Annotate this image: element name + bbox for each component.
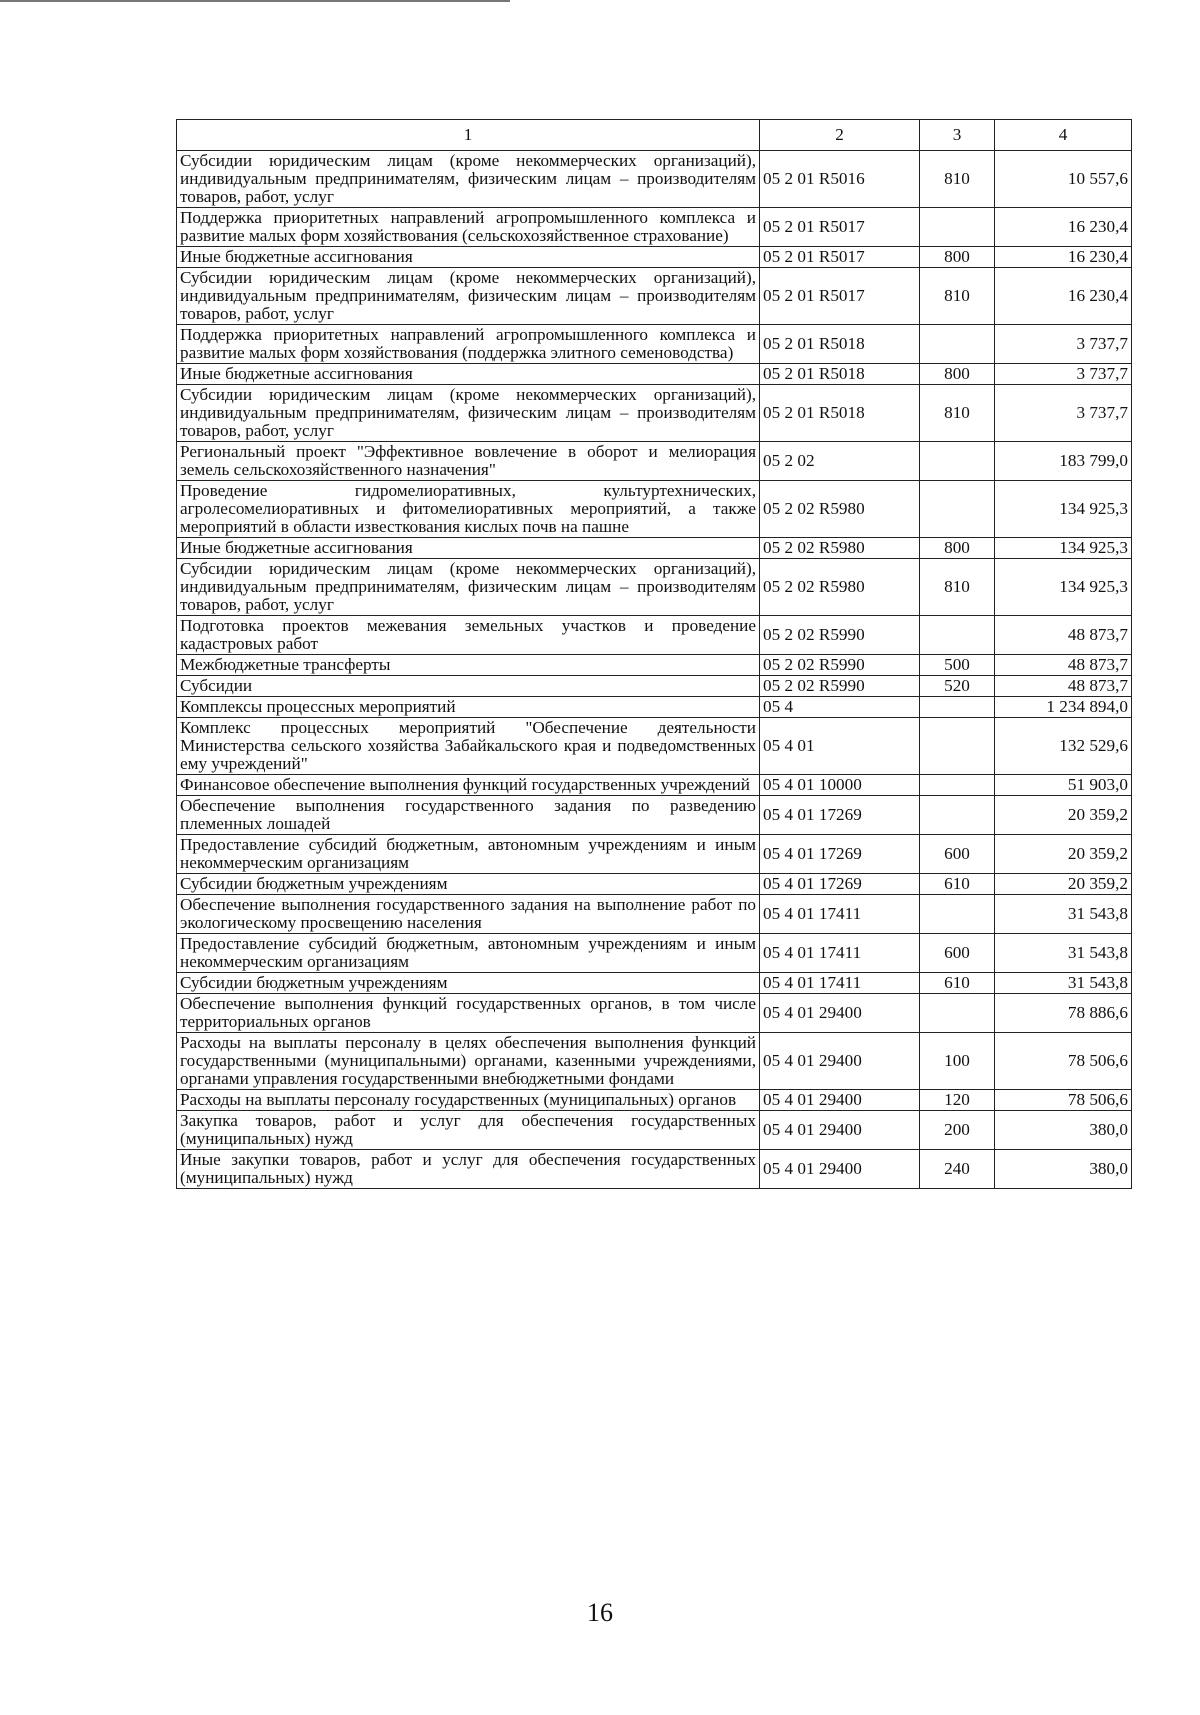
table-row xyxy=(177,1090,1132,1111)
table-row xyxy=(177,385,1132,442)
table-row xyxy=(177,538,1132,559)
table-row xyxy=(177,268,1132,325)
row-name-cell: Субсидии xyxy=(177,676,760,697)
row-sum-cell: 16 230,4 xyxy=(995,208,1132,247)
row-name-cell: Региональный проект "Эффективное вовлечение в оборот и мелиорация земель сельскохозяйственного назначения" xyxy=(177,442,760,481)
row-code-cell: 05 4 01 17411 xyxy=(760,934,920,973)
row-code-cell: 05 4 01 xyxy=(760,718,920,775)
row-kvr-cell xyxy=(920,775,995,796)
table-body xyxy=(177,151,1132,1189)
row-kvr-cell xyxy=(920,994,995,1033)
page-number: 16 xyxy=(587,1598,613,1627)
table-row xyxy=(177,655,1132,676)
row-kvr-cell xyxy=(920,442,995,481)
row-code-cell: 05 2 02 R5990 xyxy=(760,616,920,655)
table-header-row xyxy=(177,120,1132,151)
row-kvr-cell: 120 xyxy=(920,1090,995,1111)
row-sum-cell: 134 925,3 xyxy=(995,538,1132,559)
table-row xyxy=(177,481,1132,538)
row-sum-cell: 3 737,7 xyxy=(995,325,1132,364)
row-code-cell: 05 4 01 10000 xyxy=(760,775,920,796)
row-name-cell: Иные бюджетные ассигнования xyxy=(177,247,760,268)
row-kvr-cell: 200 xyxy=(920,1111,995,1150)
row-sum-cell: 1 234 894,0 xyxy=(995,697,1132,718)
row-kvr-cell: 810 xyxy=(920,151,995,208)
table-row xyxy=(177,835,1132,874)
row-sum-cell: 20 359,2 xyxy=(995,835,1132,874)
row-sum-cell: 78 506,6 xyxy=(995,1033,1132,1090)
row-name-cell: Субсидии бюджетным учреждениям xyxy=(177,874,760,895)
row-code-cell: 05 2 01 R5018 xyxy=(760,364,920,385)
row-name-cell: Субсидии юридическим лицам (кроме некоммерческих организаций), индивидуальным предпринимателям, физическим лицам – производителям товаров, работ, услуг xyxy=(177,151,760,208)
row-kvr-cell xyxy=(920,208,995,247)
row-sum-cell: 16 230,4 xyxy=(995,268,1132,325)
row-kvr-cell: 800 xyxy=(920,247,995,268)
row-name-cell: Иные закупки товаров, работ и услуг для обеспечения государственных (муниципальных) нужд xyxy=(177,1150,760,1189)
row-sum-cell: 380,0 xyxy=(995,1150,1132,1189)
row-name-cell: Предоставление субсидий бюджетным, автономным учреждениям и иным некоммерческим организациям xyxy=(177,934,760,973)
row-name-cell: Подготовка проектов межевания земельных участков и проведение кадастровых работ xyxy=(177,616,760,655)
row-kvr-cell xyxy=(920,481,995,538)
table-row xyxy=(177,1033,1132,1090)
row-code-cell: 05 4 01 29400 xyxy=(760,1090,920,1111)
row-code-cell: 05 2 02 xyxy=(760,442,920,481)
row-kvr-cell: 810 xyxy=(920,268,995,325)
row-code-cell: 05 4 01 29400 xyxy=(760,1033,920,1090)
table-row xyxy=(177,208,1132,247)
row-sum-cell: 48 873,7 xyxy=(995,655,1132,676)
row-name-cell: Иные бюджетные ассигнования xyxy=(177,538,760,559)
table-row xyxy=(177,718,1132,775)
table-row xyxy=(177,994,1132,1033)
table-row xyxy=(177,559,1132,616)
row-sum-cell: 48 873,7 xyxy=(995,676,1132,697)
row-sum-cell: 20 359,2 xyxy=(995,796,1132,835)
row-code-cell: 05 2 01 R5016 xyxy=(760,151,920,208)
row-code-cell: 05 2 01 R5017 xyxy=(760,247,920,268)
row-sum-cell: 16 230,4 xyxy=(995,247,1132,268)
table-row xyxy=(177,442,1132,481)
document-page xyxy=(176,119,1131,1189)
header-col-3: 3 xyxy=(920,120,995,151)
row-kvr-cell: 600 xyxy=(920,835,995,874)
row-sum-cell: 31 543,8 xyxy=(995,934,1132,973)
row-code-cell: 05 2 02 R5990 xyxy=(760,655,920,676)
row-sum-cell: 51 903,0 xyxy=(995,775,1132,796)
row-sum-cell: 10 557,6 xyxy=(995,151,1132,208)
row-kvr-cell xyxy=(920,325,995,364)
row-name-cell: Субсидии юридическим лицам (кроме некоммерческих организаций), индивидуальным предпринимателям, физическим лицам – производителям товаров, работ, услуг xyxy=(177,559,760,616)
table-row xyxy=(177,325,1132,364)
row-kvr-cell: 100 xyxy=(920,1033,995,1090)
table-row xyxy=(177,775,1132,796)
table-row xyxy=(177,1150,1132,1189)
row-name-cell: Финансовое обеспечение выполнения функций государственных учреждений xyxy=(177,775,760,796)
table-row xyxy=(177,247,1132,268)
row-sum-cell: 134 925,3 xyxy=(995,481,1132,538)
row-sum-cell: 132 529,6 xyxy=(995,718,1132,775)
budget-table xyxy=(176,119,1132,1189)
row-sum-cell: 3 737,7 xyxy=(995,385,1132,442)
row-name-cell: Комплекс процессных мероприятий "Обеспечение деятельности Министерства сельского хозяйства Забайкальского края и подведомственных ему учреждений" xyxy=(177,718,760,775)
row-name-cell: Обеспечение выполнения государственного задания на выполнение работ по экологическому просвещению населения xyxy=(177,895,760,934)
header-col-4: 4 xyxy=(995,120,1132,151)
row-name-cell: Субсидии бюджетным учреждениям xyxy=(177,973,760,994)
row-name-cell: Субсидии юридическим лицам (кроме некоммерческих организаций), индивидуальным предпринимателям, физическим лицам – производителям товаров, работ, услуг xyxy=(177,268,760,325)
row-kvr-cell: 500 xyxy=(920,655,995,676)
table-row xyxy=(177,796,1132,835)
row-kvr-cell: 610 xyxy=(920,973,995,994)
row-name-cell: Расходы на выплаты персоналу государственных (муниципальных) органов xyxy=(177,1090,760,1111)
row-kvr-cell: 810 xyxy=(920,385,995,442)
row-code-cell: 05 2 01 R5018 xyxy=(760,385,920,442)
header-col-1: 1 xyxy=(177,120,760,151)
row-name-cell: Межбюджетные трансферты xyxy=(177,655,760,676)
row-code-cell: 05 4 01 29400 xyxy=(760,994,920,1033)
table-row xyxy=(177,973,1132,994)
row-sum-cell: 31 543,8 xyxy=(995,895,1132,934)
row-sum-cell: 78 886,6 xyxy=(995,994,1132,1033)
scan-artifact-line xyxy=(0,0,510,2)
row-sum-cell: 3 737,7 xyxy=(995,364,1132,385)
table-row xyxy=(177,151,1132,208)
row-code-cell: 05 4 01 29400 xyxy=(760,1111,920,1150)
row-name-cell: Поддержка приоритетных направлений агропромышленного комплекса и развитие малых форм хозяйствования (поддержка элитного семеноводства) xyxy=(177,325,760,364)
row-code-cell: 05 2 02 R5980 xyxy=(760,481,920,538)
row-sum-cell: 78 506,6 xyxy=(995,1090,1132,1111)
table-row xyxy=(177,364,1132,385)
row-kvr-cell xyxy=(920,895,995,934)
row-kvr-cell: 810 xyxy=(920,559,995,616)
row-code-cell: 05 2 01 R5018 xyxy=(760,325,920,364)
row-name-cell: Предоставление субсидий бюджетным, автономным учреждениям и иным некоммерческим организациям xyxy=(177,835,760,874)
table-row xyxy=(177,616,1132,655)
row-kvr-cell xyxy=(920,718,995,775)
row-code-cell: 05 2 01 R5017 xyxy=(760,268,920,325)
row-name-cell: Обеспечение выполнения функций государственных органов, в том числе территориальных органов xyxy=(177,994,760,1033)
row-kvr-cell: 800 xyxy=(920,364,995,385)
table-row xyxy=(177,895,1132,934)
row-name-cell: Комплексы процессных мероприятий xyxy=(177,697,760,718)
table-row xyxy=(177,676,1132,697)
table-row xyxy=(177,934,1132,973)
row-sum-cell: 31 543,8 xyxy=(995,973,1132,994)
table-row xyxy=(177,874,1132,895)
row-code-cell: 05 4 01 17269 xyxy=(760,835,920,874)
row-name-cell: Проведение гидромелиоративных, культуртехнических, агролесомелиоративных и фитомелиоративных мероприятий, а также мероприятий в области известкования кислых почв на пашне xyxy=(177,481,760,538)
row-kvr-cell: 610 xyxy=(920,874,995,895)
row-code-cell: 05 4 xyxy=(760,697,920,718)
row-code-cell: 05 4 01 17411 xyxy=(760,973,920,994)
row-code-cell: 05 2 02 R5980 xyxy=(760,538,920,559)
header-col-2: 2 xyxy=(760,120,920,151)
row-name-cell: Обеспечение выполнения государственного задания по разведению племенных лошадей xyxy=(177,796,760,835)
row-name-cell: Поддержка приоритетных направлений агропромышленного комплекса и развитие малых форм хозяйствования (сельскохозяйственное страхование) xyxy=(177,208,760,247)
row-sum-cell: 183 799,0 xyxy=(995,442,1132,481)
row-kvr-cell: 800 xyxy=(920,538,995,559)
row-kvr-cell xyxy=(920,697,995,718)
row-code-cell: 05 4 01 17269 xyxy=(760,874,920,895)
table-row xyxy=(177,1111,1132,1150)
row-code-cell: 05 4 01 17269 xyxy=(760,796,920,835)
row-code-cell: 05 2 02 R5980 xyxy=(760,559,920,616)
row-sum-cell: 134 925,3 xyxy=(995,559,1132,616)
row-sum-cell: 20 359,2 xyxy=(995,874,1132,895)
row-kvr-cell xyxy=(920,616,995,655)
row-code-cell: 05 4 01 17411 xyxy=(760,895,920,934)
row-name-cell: Иные бюджетные ассигнования xyxy=(177,364,760,385)
row-name-cell: Расходы на выплаты персоналу в целях обеспечения выполнения функций государственными (муниципальными) органами, казенными учреждениями, органами управления государственными внебюджетными фондами xyxy=(177,1033,760,1090)
row-code-cell: 05 2 01 R5017 xyxy=(760,208,920,247)
row-kvr-cell: 520 xyxy=(920,676,995,697)
row-name-cell: Субсидии юридическим лицам (кроме некоммерческих организаций), индивидуальным предпринимателям, физическим лицам – производителям товаров, работ, услуг xyxy=(177,385,760,442)
row-code-cell: 05 2 02 R5990 xyxy=(760,676,920,697)
table-row xyxy=(177,697,1132,718)
row-name-cell: Закупка товаров, работ и услуг для обеспечения государственных (муниципальных) нужд xyxy=(177,1111,760,1150)
row-kvr-cell xyxy=(920,796,995,835)
row-sum-cell: 48 873,7 xyxy=(995,616,1132,655)
row-sum-cell: 380,0 xyxy=(995,1111,1132,1150)
row-code-cell: 05 4 01 29400 xyxy=(760,1150,920,1189)
row-kvr-cell: 600 xyxy=(920,934,995,973)
row-kvr-cell: 240 xyxy=(920,1150,995,1189)
